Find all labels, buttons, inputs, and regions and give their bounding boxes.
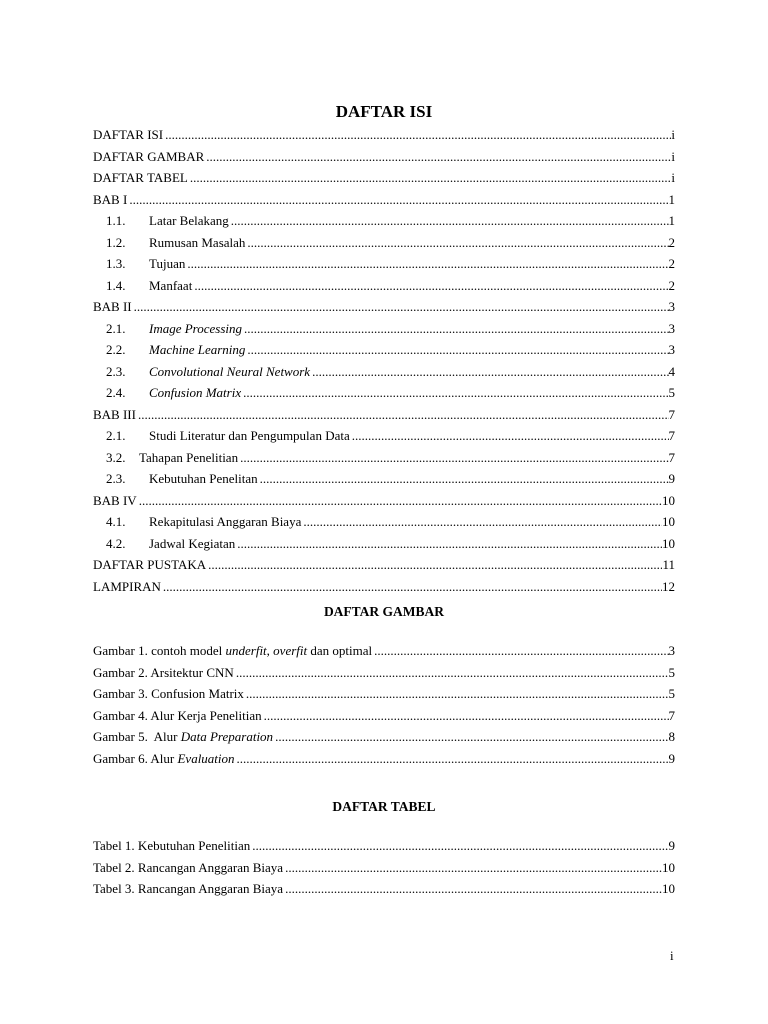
figure-entry-text: Gambar 6. Alur [93, 750, 178, 766]
dot-leader [235, 748, 669, 770]
toc-entry-page: 10 [662, 514, 675, 529]
dot-leader [273, 726, 668, 748]
dot-leader [136, 404, 669, 426]
table-entry-page: 10 [662, 881, 675, 896]
dot-leader [235, 533, 662, 555]
toc-entry-label: Rekapitulasi Anggaran Biaya [149, 514, 302, 529]
figure-list [93, 640, 675, 769]
toc-entry-page: 1 [668, 191, 675, 207]
dot-leader [137, 490, 662, 512]
toc-subentry [93, 318, 675, 340]
dot-leader [188, 167, 672, 189]
toc-entry-label: Latar Belakang [149, 213, 229, 228]
figure-entry-text: Gambar 1. contoh model [93, 643, 226, 658]
toc-entry-number: 1.4. [106, 277, 126, 293]
figure-entry [93, 683, 675, 705]
toc-entry-page: 2 [668, 234, 675, 250]
dot-leader [206, 554, 662, 576]
toc-entry-label: Manfaat [149, 277, 193, 293]
figure-entry-page: 5 [668, 664, 675, 680]
dot-leader [161, 576, 662, 598]
toc-entry-number: 1.3. [106, 256, 126, 271]
table-entry-label: Tabel 2. Rancangan Anggaran Biaya [93, 859, 284, 875]
toc-entry-page: 10 [662, 535, 675, 551]
toc-entry [93, 404, 675, 426]
toc-entry-page: i [671, 127, 675, 142]
figure-entry-label: Gambar 2. Arsitektur CNN [93, 664, 234, 680]
figure-entry-label [93, 640, 372, 662]
figure-entry [93, 640, 675, 662]
figure-entry-page: 5 [668, 686, 675, 701]
dot-leader [242, 318, 668, 340]
toc-entry-label-italic: Confusion Matrix [149, 385, 242, 400]
table-of-contents [93, 124, 675, 597]
dot-leader [241, 382, 668, 404]
figure-entry-text: Gambar 5. Alur [93, 729, 181, 744]
toc-entry-page: 3 [668, 320, 675, 336]
toc-entry-page: 5 [668, 385, 675, 400]
figure-entry [93, 726, 675, 748]
figure-entry-label [93, 726, 273, 748]
toc-entry-page: 3 [668, 299, 675, 314]
dot-leader [372, 640, 668, 662]
toc-entry-label: BAB II [93, 299, 132, 314]
toc-entry-label [149, 339, 245, 361]
toc-entry-label: DAFTAR ISI [93, 127, 164, 142]
figure-entry-text: , [266, 643, 274, 658]
toc-entry-label-italic: Image Processing [149, 320, 243, 336]
dot-leader [192, 275, 668, 297]
toc-entry-page: 2 [668, 277, 675, 293]
toc-entry-label: Tahapan Penelitian [139, 449, 239, 465]
toc-entry-number: 1.1. [106, 213, 126, 228]
figure-entry-text: dan optimal [307, 643, 373, 658]
toc-entry-page: 7 [668, 406, 675, 422]
toc-entry-label [149, 318, 242, 340]
dot-leader [283, 878, 662, 900]
toc-entry-number: 2.3. [106, 363, 126, 379]
toc-subentry [93, 425, 675, 447]
dot-leader [350, 425, 669, 447]
toc-entry [93, 490, 675, 512]
toc-title: DAFTAR ISI [335, 102, 433, 121]
figure-entry-italic: Evaluation [177, 750, 235, 766]
toc-entry-label: DAFTAR GAMBAR [93, 148, 205, 164]
dot-leader [245, 339, 668, 361]
table-entry [93, 878, 675, 900]
toc-entry-page: 11 [662, 557, 675, 572]
toc-entry-label: BAB IV [93, 492, 137, 508]
toc-entry-number: 2.2. [106, 342, 126, 357]
table-list [93, 835, 675, 900]
toc-entry-label: Kebutuhan Penelitan [149, 471, 258, 486]
toc-entry-label: Tujuan [149, 256, 186, 271]
dot-leader [244, 683, 669, 705]
table-entry [93, 835, 675, 857]
dot-leader [258, 468, 669, 490]
toc-entry-number: 4.1. [106, 514, 126, 529]
dot-leader [132, 296, 669, 318]
figure-entry-italic: overfit [273, 643, 308, 658]
toc-subentry [93, 511, 675, 533]
page-number: i [670, 948, 674, 963]
toc-subentry [93, 382, 675, 404]
dot-leader [245, 232, 668, 254]
toc-entry-number: 3.2. [106, 449, 126, 465]
toc-entry-page: 7 [668, 428, 675, 443]
toc-entry-page: i [671, 170, 675, 185]
toc-entry [93, 146, 675, 168]
toc-subentry [93, 253, 675, 275]
figure-entry [93, 662, 675, 684]
toc-entry-label: Studi Literatur dan Pengumpulan Data [149, 428, 350, 443]
table-entry-label: Tabel 3. Rancangan Anggaran Biaya [93, 881, 284, 896]
figure-entry-label [93, 748, 235, 770]
dot-leader [262, 705, 669, 727]
toc-entry [93, 296, 675, 318]
toc-entry [93, 189, 675, 211]
table-entry-page: 9 [668, 838, 675, 853]
toc-entry-page: 10 [662, 492, 675, 508]
dot-leader [301, 511, 662, 533]
toc-subentry [93, 468, 675, 490]
dot-leader [185, 253, 668, 275]
dot-leader [163, 124, 671, 146]
toc-entry-page: 3 [668, 342, 675, 357]
dot-leader [229, 210, 669, 232]
toc-entry-label [149, 382, 241, 404]
dot-leader [283, 857, 662, 879]
figure-entry-italic: Data Preparation [180, 729, 274, 744]
toc-entry-page: 9 [668, 471, 675, 486]
toc-subentry [93, 210, 675, 232]
toc-entry-label: DAFTAR PUSTAKA [93, 557, 207, 572]
toc-entry-label: BAB I [93, 191, 128, 207]
dot-leader [310, 361, 668, 383]
toc-subentry [93, 447, 675, 469]
toc-entry-label-italic: Convolutional Neural Network [149, 363, 311, 379]
figure-entry [93, 748, 675, 770]
toc-entry-label: LAMPIRAN [93, 578, 161, 594]
toc-subentry [93, 533, 675, 555]
toc-entry-page: 12 [662, 578, 675, 594]
figure-entry-page: 3 [668, 643, 675, 658]
dot-leader [250, 835, 668, 857]
table-entry-page: 10 [662, 859, 675, 875]
figure-entry-page: 8 [668, 729, 675, 744]
dot-leader [234, 662, 669, 684]
toc-subentry [93, 275, 675, 297]
figure-entry-page: 9 [668, 750, 675, 766]
toc-entry [93, 576, 675, 598]
table-list-title: DAFTAR TABEL [332, 799, 436, 814]
toc-entry-page: 2 [668, 256, 675, 271]
toc-entry-label [149, 361, 310, 383]
toc-entry-number: 2.1. [106, 428, 126, 443]
dot-leader [238, 447, 668, 469]
toc-entry-label: Jadwal Kegiatan [149, 535, 236, 551]
toc-entry [93, 167, 675, 189]
toc-entry [93, 124, 675, 146]
toc-entry-label: DAFTAR TABEL [93, 170, 188, 185]
figure-entry-page: 7 [668, 707, 675, 723]
toc-entry-number: 1.2. [106, 234, 126, 250]
dot-leader [127, 189, 668, 211]
toc-subentry [93, 361, 675, 383]
table-entry-label: Tabel 1. Kebutuhan Penelitian [93, 838, 251, 853]
figure-entry [93, 705, 675, 727]
toc-entry-number: 4.2. [106, 535, 126, 551]
figure-entry-label: Gambar 3. Confusion Matrix [93, 686, 244, 701]
toc-entry-page: 7 [668, 449, 675, 465]
toc-entry-page: i [671, 148, 675, 164]
table-entry [93, 857, 675, 879]
toc-entry-label-italic: Machine Learning [149, 342, 246, 357]
figure-entry-label: Gambar 4. Alur Kerja Penelitian [93, 707, 262, 723]
toc-entry-number: 2.4. [106, 385, 126, 400]
toc-entry-label: Rumusan Masalah [149, 234, 246, 250]
toc-entry-page: 4 [668, 363, 675, 379]
toc-subentry [93, 232, 675, 254]
figure-list-title: DAFTAR GAMBAR [323, 604, 445, 619]
toc-entry-number: 2.3. [106, 471, 126, 486]
dot-leader [204, 146, 671, 168]
figure-entry-italic: underfit [225, 643, 267, 658]
toc-subentry [93, 339, 675, 361]
toc-entry-label: BAB III [93, 406, 136, 422]
toc-entry-number: 2.1. [106, 320, 126, 336]
toc-entry-page: 1 [668, 213, 675, 228]
toc-entry [93, 554, 675, 576]
